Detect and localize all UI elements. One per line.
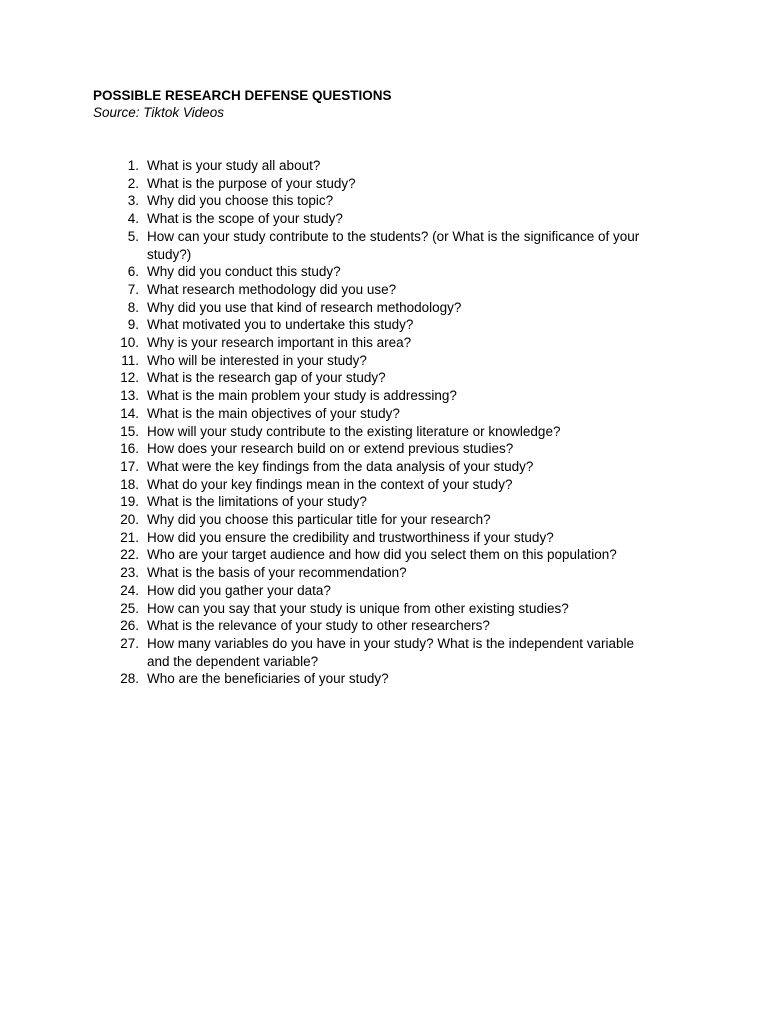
list-item [93, 405, 673, 423]
question-text: Why did you choose this topic? [147, 193, 334, 209]
question-text: Why did you conduct this study? [147, 264, 341, 280]
question-number: 3. [127, 193, 139, 209]
list-item [93, 635, 673, 670]
question-text: How did you ensure the credibility and trustworthiness if your study? [147, 529, 554, 545]
question-number: 15. [120, 423, 139, 439]
question-text: How does your research build on or extend previous studies? [147, 441, 514, 457]
question-number: 4. [127, 211, 139, 227]
question-number: 18. [120, 476, 139, 492]
question-number: 5. [127, 228, 139, 244]
list-item [93, 192, 673, 210]
question-number: 24. [120, 582, 139, 598]
question-text: What research methodology did you use? [147, 281, 397, 297]
document-title: POSSIBLE RESEARCH DEFENSE QUESTIONS [93, 88, 392, 103]
list-item [93, 228, 673, 263]
list-item [93, 157, 673, 175]
question-number: 23. [120, 565, 139, 581]
question-text: Why did you use that kind of research methodology? [147, 299, 462, 315]
list-item [93, 281, 673, 299]
question-number: 28. [120, 671, 139, 687]
question-number: 20. [120, 512, 139, 528]
list-item [93, 582, 673, 600]
question-number: 8. [127, 299, 139, 315]
question-text: What were the key findings from the data analysis of your study? [147, 458, 534, 474]
list-item [93, 387, 673, 405]
list-item [93, 670, 673, 688]
question-text: How many variables do you have in your study? What is the independent variable and the dependent variable? [147, 635, 635, 669]
question-number: 14. [120, 405, 139, 421]
question-text: Why is your research important in this area? [147, 335, 412, 351]
question-number: 9. [127, 317, 139, 333]
question-text: What is the research gap of your study? [147, 370, 386, 386]
list-item [93, 316, 673, 334]
question-list [93, 157, 673, 688]
question-text: How can you say that your study is unique from other existing studies? [147, 600, 569, 616]
document-source: Source: Tiktok Videos [93, 105, 224, 120]
question-number: 17. [120, 458, 139, 474]
question-text: What is the limitations of your study? [147, 494, 367, 510]
list-item [93, 423, 673, 441]
question-text: What is the purpose of your study? [147, 175, 356, 191]
question-number: 16. [120, 441, 139, 457]
question-text: What is your study all about? [147, 158, 321, 173]
question-text: What is the main problem your study is addressing? [147, 388, 457, 404]
question-number: 6. [127, 264, 139, 280]
question-text: What is the main objectives of your study? [147, 405, 400, 421]
question-text: What is the scope of your study? [147, 211, 343, 227]
question-text: How will your study contribute to the existing literature or knowledge? [147, 423, 561, 439]
question-text: What is the relevance of your study to other researchers? [147, 618, 490, 634]
list-item [93, 600, 673, 618]
question-number: 25. [120, 600, 139, 616]
question-number: 2. [127, 175, 139, 191]
list-item [93, 493, 673, 511]
list-item [93, 299, 673, 317]
question-number: 19. [120, 494, 139, 510]
list-item [93, 440, 673, 458]
question-text: How can your study contribute to the students? (or What is the significance of your study?) [147, 228, 640, 262]
list-item [93, 476, 673, 494]
list-item [93, 210, 673, 228]
question-text: Who are the beneficiaries of your study? [147, 671, 389, 687]
question-number: 11. [121, 352, 139, 368]
list-item [93, 546, 673, 564]
question-text: What do your key findings mean in the context of your study? [147, 476, 513, 492]
list-item [93, 458, 673, 476]
question-text: What motivated you to undertake this study? [147, 317, 414, 333]
list-item [93, 175, 673, 193]
question-number: 22. [120, 547, 139, 563]
question-text: What is the basis of your recommendation? [147, 565, 407, 581]
question-text: Why did you choose this particular title for your research? [147, 512, 491, 528]
list-item [93, 334, 673, 352]
question-number: 27. [120, 635, 139, 651]
list-item [93, 511, 673, 529]
list-item [93, 564, 673, 582]
list-item [93, 352, 673, 370]
question-number: 26. [120, 618, 139, 634]
list-item [93, 263, 673, 281]
list-item [93, 617, 673, 635]
question-number: 13. [120, 388, 139, 404]
question-number: 10. [120, 335, 139, 351]
question-text: How did you gather your data? [147, 582, 331, 598]
question-number: 12. [120, 370, 139, 386]
question-text: Who are your target audience and how did you select them on this population? [147, 547, 617, 563]
list-item [93, 529, 673, 547]
question-number: 1. [127, 158, 139, 173]
question-number: 7. [127, 281, 139, 297]
list-item [93, 369, 673, 387]
question-number: 21. [120, 529, 139, 545]
question-text: Who will be interested in your study? [147, 352, 367, 368]
